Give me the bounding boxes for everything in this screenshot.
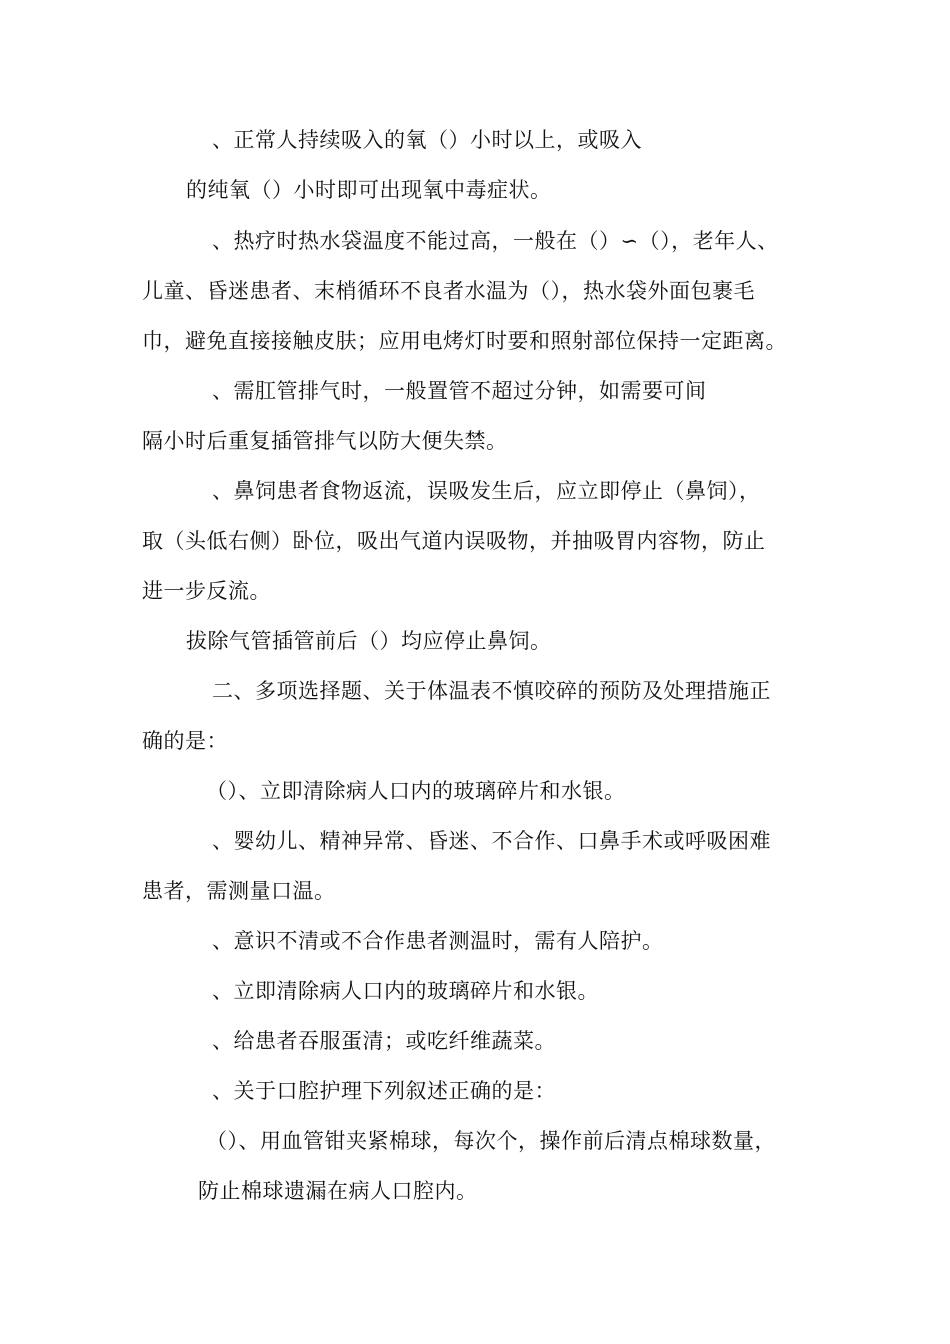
text-line: 进一步反流。 (142, 579, 271, 603)
text-line: 拔除气管插管前后（）均应停止鼻饲。 (186, 629, 552, 653)
text-line: 巾，避免直接接触皮肤；应用电烤灯时要和照射部位保持一定距离。 (142, 329, 787, 353)
text-line: 取（头低右侧）卧位，吸出气道内误吸物，并抽吸胃内容物，防止 (142, 529, 766, 553)
option-line: 、婴幼儿、精神异常、昏迷、不合作、口鼻手术或呼吸困难 (212, 829, 771, 853)
option-line: （）、立即清除病人口内的玻璃碎片和水银。 (206, 779, 626, 803)
text-line: 、正常人持续吸入的氧（）小时以上，或吸入 (212, 128, 642, 152)
option-line: 、给患者吞服蛋清；或吃纤维蔬菜。 (212, 1029, 556, 1053)
text-line: 儿童、昏迷患者、末梢循环不良者水温为（），热水袋外面包裹毛 (142, 279, 755, 303)
question-line: 、关于口腔护理下列叙述正确的是： (212, 1079, 556, 1103)
text-line: 隔小时后重复插管排气以防大便失禁。 (142, 429, 508, 453)
option-line: 、立即清除病人口内的玻璃碎片和水银。 (212, 979, 599, 1003)
option-line: （）、用血管钳夹紧棉球，每次个，操作前后清点棉球数量， (206, 1129, 776, 1153)
text-line: 防止棉球遗漏在病人口腔内。 (198, 1179, 478, 1203)
text-line: 的纯氧（）小时即可出现氧中毒症状。 (186, 178, 552, 202)
section-heading: 二、多项选择题、关于体温表不慎咬碎的预防及处理措施正 (212, 679, 771, 703)
text-line: 、需肛管排气时，一般置管不超过分钟，如需要可间 (212, 379, 707, 403)
text-line: 、鼻饲患者食物返流，误吸发生后，应立即停止（鼻饲）， (212, 479, 761, 503)
text-line: 患者，需测量口温。 (142, 879, 336, 903)
text-line: 、热疗时热水袋温度不能过高，一般在（）∽（），老年人、 (212, 229, 779, 253)
option-line: 、意识不清或不合作患者测温时，需有人陪护。 (212, 929, 664, 953)
text-line: 确的是： (142, 729, 228, 753)
